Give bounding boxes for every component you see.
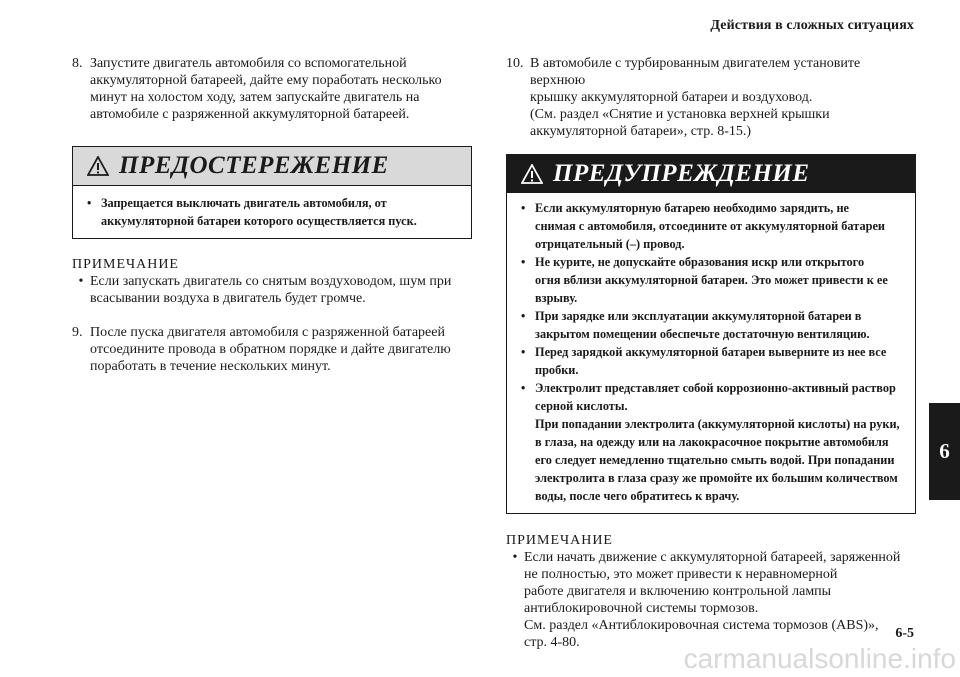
warning-line: огня вблизи аккумуляторной батареи. Это может привести к ее	[535, 273, 888, 287]
note-line: работе двигателя и включению контрольной лампы	[524, 584, 832, 599]
chapter-tab: 6	[929, 403, 960, 500]
note-line: всасывании воздуха в двигатель будет громче.	[90, 291, 366, 306]
warning-triangle-icon	[521, 164, 543, 184]
note-item	[506, 549, 916, 651]
step-10	[506, 55, 916, 140]
caution-item	[87, 194, 461, 230]
warning-line: воды, после чего обратитесь к врачу.	[535, 489, 740, 503]
bullet: •	[78, 274, 84, 289]
page-number: 6-5	[895, 626, 914, 641]
step-line: крышку аккумуляторной батареи и воздуховод.	[530, 90, 813, 105]
warning-line: снимая с автомобиля, отсоедините от аккумуляторной батареи	[535, 219, 885, 233]
step-line: минут на холостом ходу, затем запускайте двигатель на	[90, 90, 420, 105]
warning-line: закрытом помещении обеспечьте достаточную вентиляцию.	[535, 327, 870, 341]
warning-box	[506, 154, 916, 514]
step-line: После пуска двигателя автомобиля с разряженной батареей	[90, 325, 445, 340]
note-right	[506, 532, 916, 651]
note-line: не полностью, это может привести к неравномерной	[524, 567, 838, 582]
warning-line: взрыву.	[535, 291, 578, 305]
warning-line: пробки.	[535, 363, 579, 377]
note-line: См. раздел «Антиблокировочная система тормозов (ABS)»,	[524, 618, 879, 633]
warning-line: Электролит представляет собой коррозионно-активный раствор	[535, 381, 896, 395]
warning-line: электролита в глаза сразу же промойте их большим количеством	[535, 471, 898, 485]
warning-item	[521, 379, 905, 505]
bullet: •	[521, 201, 526, 215]
step-line: Запустите двигатель автомобиля со вспомогательной	[90, 56, 407, 71]
step-line: В автомобиле с турбированным двигателем установите верхнюю	[530, 56, 861, 88]
warning-item	[521, 253, 905, 307]
warning-line: в глаза, на одежду или на лакокрасочное покрытие автомобиля	[535, 435, 889, 449]
bullet: •	[521, 345, 526, 359]
caution-header	[73, 147, 471, 186]
bullet: •	[521, 381, 526, 395]
step-line: аккумуляторной батареи», стр. 8-15.)	[530, 124, 752, 139]
caution-line: аккумуляторной батареи которого осуществляется пуск.	[101, 214, 417, 228]
step-line: аккумуляторной батареей, дайте ему поработать несколько	[90, 73, 442, 88]
bullet: •	[87, 196, 92, 210]
running-header: Действия в сложных ситуациях	[710, 18, 914, 33]
note-line: Если запускать двигатель со снятым воздуховодом, шум при	[90, 274, 452, 289]
warning-body	[507, 193, 915, 513]
note-left	[72, 256, 472, 307]
warning-line: При зарядке или эксплуатации аккумуляторной батареи в	[535, 309, 862, 323]
step-number: 10.	[506, 56, 524, 71]
step-line: автомобиле с разряженной аккумуляторной батареей.	[90, 107, 410, 122]
warning-item	[521, 307, 905, 343]
bullet: •	[512, 550, 518, 565]
warning-item	[521, 343, 905, 379]
note-heading: ПРИМЕЧАНИЕ	[506, 533, 613, 548]
note-line: стр. 4-80.	[524, 635, 580, 650]
warning-line: отрицательный (–) провод.	[535, 237, 685, 251]
step-number: 9.	[72, 325, 83, 340]
note-line: антиблокировочной системы тормозов.	[524, 601, 759, 616]
warning-line: его следует немедленно тщательно смыть водой. При попадании	[535, 453, 895, 467]
warning-line: Не курите, не допускайте образования искр или открытого	[535, 255, 865, 269]
warning-item	[521, 199, 905, 253]
bullet: •	[521, 309, 526, 323]
step-8	[72, 55, 472, 123]
caution-title: ПРЕДОСТЕРЕЖЕНИЕ	[119, 152, 389, 179]
note-item	[72, 273, 472, 307]
step-number: 8.	[72, 56, 83, 71]
warning-triangle-icon	[87, 156, 109, 176]
bullet: •	[521, 255, 526, 269]
watermark: carmanualsonline.info	[683, 643, 956, 674]
caution-body	[73, 186, 471, 238]
step-line: (См. раздел «Снятие и установка верхней крышки	[530, 107, 830, 122]
right-column	[506, 55, 916, 651]
warning-line: Перед зарядкой аккумуляторной батареи выверните из нее все	[535, 345, 887, 359]
warning-title: ПРЕДУПРЕЖДЕНИЕ	[553, 160, 810, 187]
caution-line: Запрещается выключать двигатель автомобиля, от	[101, 196, 387, 210]
warning-header	[507, 155, 915, 193]
step-9	[72, 324, 472, 375]
left-column	[72, 55, 472, 375]
caution-box	[72, 146, 472, 239]
note-line: Если начать движение с аккумуляторной батареей, заряженной	[524, 550, 901, 565]
warning-line: При попадании электролита (аккумуляторной кислоты) на руки,	[535, 417, 900, 431]
step-line: поработать в течение нескольких минут.	[90, 359, 331, 374]
note-heading: ПРИМЕЧАНИЕ	[72, 257, 179, 272]
warning-line: серной кислоты.	[535, 399, 628, 413]
step-line: отсоедините провода в обратном порядке и дайте двигателю	[90, 342, 451, 357]
warning-line: Если аккумуляторную батарею необходимо зарядить, не	[535, 201, 849, 215]
